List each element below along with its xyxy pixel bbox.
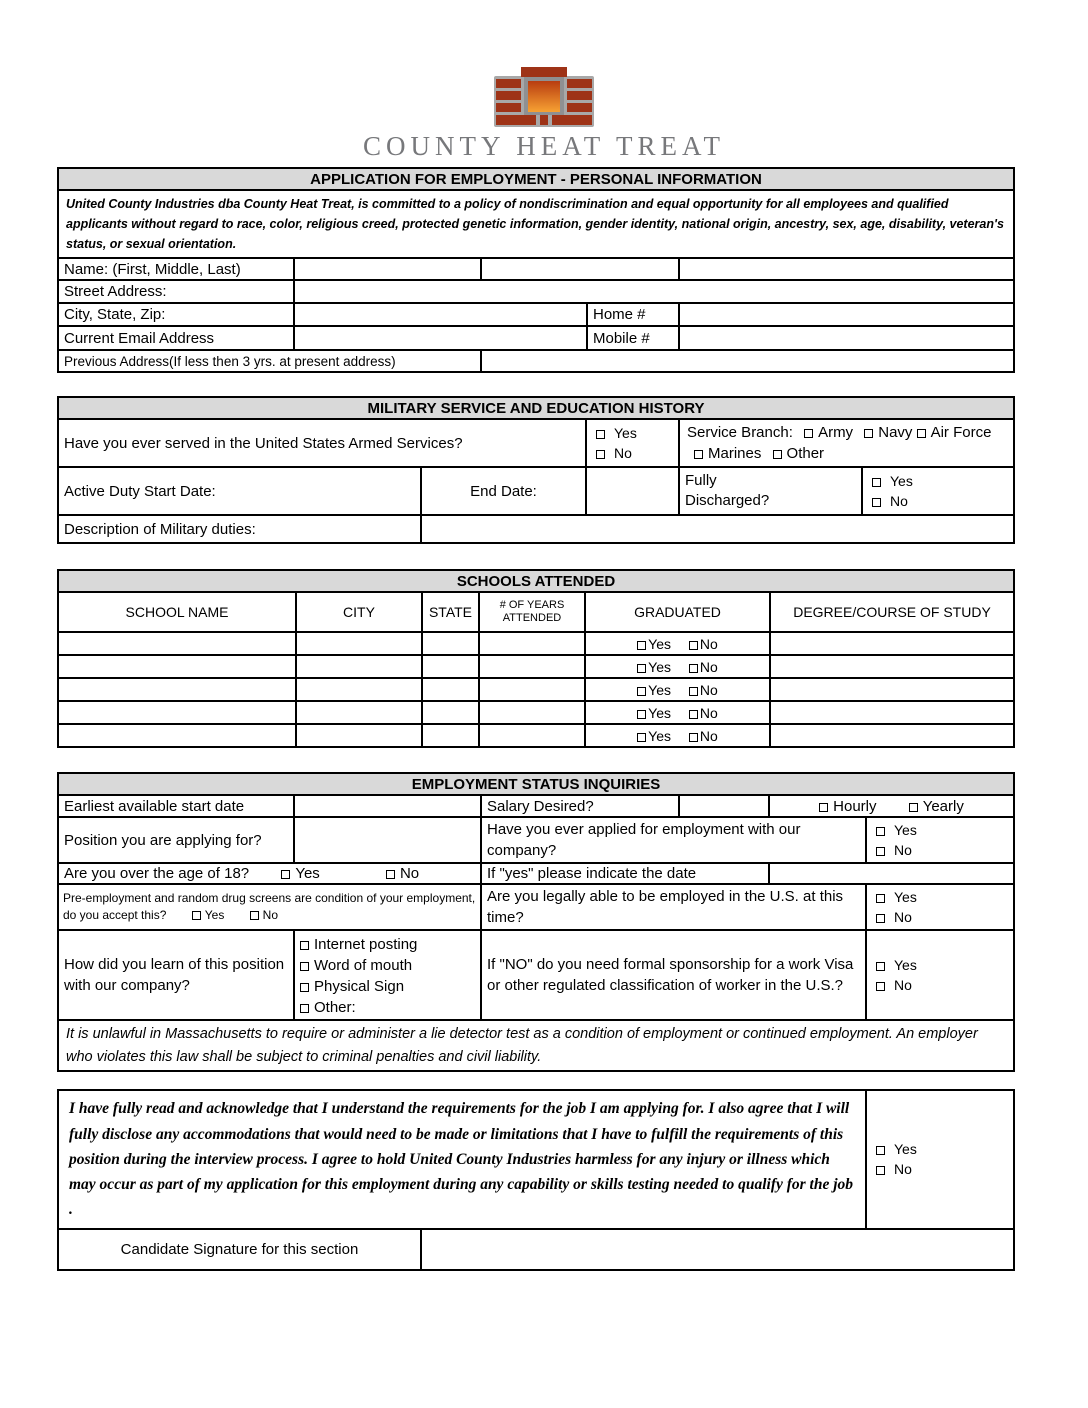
branch-navy-label: Navy: [878, 424, 913, 442]
acknowledgment-text: I have fully read and acknowledge that I understand the requirements for the job I am applying for. I also agree that I will fully disclose any accommodations that would need to be made or limitations that I have to fulfill the requirements of this position during the interview process. I agree to hold United County Industries harmless for any injury or illness which may occur as part of my application for this employment during any capability or skills testing needed to qualify for the job .: [58, 1090, 866, 1228]
employment-section-header: EMPLOYMENT STATUS INQUIRIES: [58, 773, 1014, 795]
drug-yes-checkbox[interactable]: [192, 911, 201, 920]
served-no-label: No: [614, 445, 632, 462]
email-label: Current Email Address: [58, 326, 294, 350]
signature-field[interactable]: [421, 1229, 1014, 1270]
schools-section-header: SCHOOLS ATTENDED: [58, 570, 1014, 592]
acknowledgment-yes-checkbox[interactable]: [876, 1146, 885, 1155]
age-yes-checkbox[interactable]: [281, 870, 290, 879]
school-1-name-field[interactable]: [58, 632, 296, 655]
school-1-years-field[interactable]: [479, 632, 585, 655]
school-3-city-field[interactable]: [296, 678, 422, 701]
employment-status-table: [57, 772, 1015, 1072]
branch-marines-checkbox[interactable]: [694, 450, 703, 459]
learn-other-checkbox[interactable]: [300, 1004, 309, 1013]
military-section-header: MILITARY SERVICE AND EDUCATION HISTORY: [58, 397, 1014, 419]
yearly-label: Yearly: [922, 797, 964, 815]
age-question-cell: Are you over the age of 18? Yes No: [58, 863, 481, 884]
learn-word-of-mouth-label: Word of mouth: [314, 957, 413, 975]
school-2-state-field[interactable]: [422, 655, 479, 678]
school-2-name-field[interactable]: [58, 655, 296, 678]
school-5-state-field[interactable]: [422, 724, 479, 747]
fully-discharged-label: Fully Discharged?: [679, 467, 862, 515]
school-4-degree-field[interactable]: [770, 701, 1014, 724]
hourly-label: Hourly: [833, 797, 877, 815]
start-date-field[interactable]: [294, 795, 481, 817]
school-4-graduated-yes-checkbox[interactable]: [637, 710, 646, 719]
legal-yes-checkbox[interactable]: [876, 894, 885, 903]
learn-physical-sign-label: Physical Sign: [314, 978, 405, 996]
served-no-checkbox[interactable]: [596, 450, 605, 459]
email-field[interactable]: [294, 326, 587, 350]
discharged-yes-label: Yes: [890, 473, 913, 490]
school-3-graduated-cell: Yes No: [585, 678, 770, 701]
military-duties-label: Description of Military duties:: [58, 515, 421, 543]
furnace-logo-icon: [488, 66, 600, 130]
school-5-graduated-no-checkbox[interactable]: [689, 733, 698, 742]
learn-physical-sign-checkbox[interactable]: [300, 983, 309, 992]
applied-no-checkbox[interactable]: [876, 847, 885, 856]
school-row-1: [58, 632, 1014, 655]
sponsorship-yes-no-cell: Yes No: [866, 930, 1014, 1020]
home-phone-field[interactable]: [679, 303, 1014, 326]
school-3-degree-field[interactable]: [770, 678, 1014, 701]
school-5-name-field[interactable]: [58, 724, 296, 747]
branch-other-checkbox[interactable]: [773, 450, 782, 459]
branch-other-label: Other: [786, 445, 825, 463]
salary-desired-label: Salary Desired?: [481, 795, 679, 817]
discharged-no-label: No: [890, 493, 908, 510]
school-5-graduated-cell: Yes No: [585, 724, 770, 747]
age-question-label: Are you over the age of 18?: [64, 865, 250, 883]
column-header-city: CITY: [296, 592, 422, 632]
schools-attended-table: [57, 569, 1015, 748]
previous-address-field[interactable]: [481, 350, 1014, 372]
branch-marines-label: Marines: [708, 445, 762, 463]
previous-address-label: Previous Address(If less then 3 yrs. at present address): [58, 350, 481, 372]
school-2-city-field[interactable]: [296, 655, 422, 678]
learn-question-label: How did you learn of this position with our company?: [58, 930, 294, 1020]
school-4-graduated-no-checkbox[interactable]: [689, 710, 698, 719]
school-4-years-field[interactable]: [479, 701, 585, 724]
mobile-phone-field[interactable]: [679, 326, 1014, 350]
school-1-state-field[interactable]: [422, 632, 479, 655]
school-1-graduated-cell: Yes No: [585, 632, 770, 655]
school-1-city-field[interactable]: [296, 632, 422, 655]
sponsorship-yes-checkbox[interactable]: [876, 962, 885, 971]
school-1-graduated-yes-checkbox[interactable]: [637, 641, 646, 650]
legal-question-label: Are you legally able to be employed in the U.S. at this time?: [481, 884, 866, 930]
branch-navy-checkbox[interactable]: [864, 429, 873, 438]
school-3-years-field[interactable]: [479, 678, 585, 701]
position-field[interactable]: [294, 817, 481, 863]
applied-date-label: If "yes" please indicate the date: [481, 863, 769, 884]
school-row-2: [58, 655, 1014, 678]
learn-internet-label: Internet posting: [314, 936, 418, 954]
school-5-years-field[interactable]: [479, 724, 585, 747]
branch-air-force-label: Air Force: [930, 424, 992, 442]
school-1-degree-field[interactable]: [770, 632, 1014, 655]
served-question-label: Have you ever served in the United States Armed Services?: [58, 419, 586, 467]
personal-information-table: [57, 167, 1015, 373]
company-logo: [0, 0, 1088, 160]
home-phone-label: Home #: [587, 303, 679, 326]
last-name-field[interactable]: [679, 258, 1014, 280]
served-yes-no-cell: [586, 419, 679, 467]
drug-screen-question-cell: Pre-employment and random drug screens are condition of your employment, do you accept this? Yes No: [58, 884, 481, 930]
school-3-graduated-yes-checkbox[interactable]: [637, 687, 646, 696]
school-2-graduated-yes-checkbox[interactable]: [637, 664, 646, 673]
sponsorship-question-label: If "NO" do you need formal sponsorship for a work Visa or other regulated classification of worker in the U.S.?: [481, 930, 866, 1020]
street-address-label: Street Address:: [58, 280, 294, 303]
branch-army-checkbox[interactable]: [804, 429, 813, 438]
salary-type-cell: [769, 795, 1014, 817]
city-state-zip-label: City, State, Zip:: [58, 303, 294, 326]
branch-army-label: Army: [818, 424, 854, 442]
school-4-name-field[interactable]: [58, 701, 296, 724]
school-3-name-field[interactable]: [58, 678, 296, 701]
school-3-state-field[interactable]: [422, 678, 479, 701]
acknowledgment-no-checkbox[interactable]: [876, 1166, 885, 1175]
school-5-city-field[interactable]: [296, 724, 422, 747]
position-label: Position you are applying for?: [58, 817, 294, 863]
learn-other-label: Other:: [314, 999, 356, 1017]
name-label: Name: (First, Middle, Last): [58, 258, 294, 280]
school-2-graduated-no-checkbox[interactable]: [689, 664, 698, 673]
military-duties-field[interactable]: [421, 515, 1014, 543]
school-4-city-field[interactable]: [296, 701, 422, 724]
lie-detector-notice: It is unlawful in Massachusetts to require or administer a lie detector test as a condition of employment or continued employment. An employer who violates this law shall be subject to criminal penalties and civil liability.: [58, 1020, 1014, 1071]
drug-no-checkbox[interactable]: [250, 911, 259, 920]
end-date-field[interactable]: [586, 467, 679, 515]
discharged-no-checkbox[interactable]: [872, 498, 881, 507]
applied-date-field[interactable]: [769, 863, 1014, 884]
legal-yes-no-cell: Yes No: [866, 884, 1014, 930]
school-1-graduated-no-checkbox[interactable]: [689, 641, 698, 650]
salary-desired-field[interactable]: [679, 795, 769, 817]
mobile-phone-label: Mobile #: [587, 326, 679, 350]
end-date-label: End Date:: [421, 467, 586, 515]
column-header-graduated: GRADUATED: [585, 592, 770, 632]
nondiscrimination-policy-text: United County Industries dba County Heat Treat, is committed to a policy of nondiscrimination and equal opportunity for all employees and qualified applicants without regard to race, color, religious creed, protected genetic information, gender identity, national origin, ancestry, sex, age, disability, veteran's status, or sexual orientation.: [58, 190, 1014, 258]
military-service-table: [57, 396, 1015, 544]
branch-air-force-checkbox[interactable]: [917, 429, 926, 438]
learn-options-cell: [294, 930, 481, 1020]
discharged-yes-no-cell: [862, 467, 1014, 515]
city-state-zip-field[interactable]: [294, 303, 587, 326]
column-header-years-attended: # OF YEARS ATTENDED: [479, 592, 585, 632]
school-4-graduated-cell: Yes No: [585, 701, 770, 724]
learn-word-of-mouth-checkbox[interactable]: [300, 962, 309, 971]
column-header-state: STATE: [422, 592, 479, 632]
school-3-graduated-no-checkbox[interactable]: [689, 687, 698, 696]
sponsorship-no-checkbox[interactable]: [876, 982, 885, 991]
applied-yes-checkbox[interactable]: [876, 827, 885, 836]
school-row-5: [58, 724, 1014, 747]
age-no-checkbox[interactable]: [386, 870, 395, 879]
hourly-checkbox[interactable]: [819, 803, 828, 812]
school-2-graduated-cell: Yes No: [585, 655, 770, 678]
active-duty-start-label: Active Duty Start Date:: [58, 467, 421, 515]
service-branch-label: Service Branch:: [687, 424, 793, 442]
school-5-graduated-yes-checkbox[interactable]: [637, 733, 646, 742]
served-yes-label: Yes: [614, 425, 637, 442]
school-row-3: [58, 678, 1014, 701]
street-address-field[interactable]: [294, 280, 1014, 303]
legal-no-checkbox[interactable]: [876, 914, 885, 923]
school-4-state-field[interactable]: [422, 701, 479, 724]
school-5-degree-field[interactable]: [770, 724, 1014, 747]
applied-before-question: Have you ever applied for employment with our company?: [481, 817, 866, 863]
service-branch-cell: [679, 419, 1014, 467]
applied-yes-no-cell: Yes No: [866, 817, 1014, 863]
learn-internet-checkbox[interactable]: [300, 941, 309, 950]
personal-section-header: APPLICATION FOR EMPLOYMENT - PERSONAL INFORMATION: [58, 168, 1014, 190]
drug-screen-question-label: Pre-employment and random drug screens are condition of your employment, do you accept this?: [63, 890, 476, 923]
yearly-checkbox[interactable]: [909, 803, 918, 812]
served-yes-checkbox[interactable]: [596, 430, 605, 439]
school-row-4: [58, 701, 1014, 724]
school-2-degree-field[interactable]: [770, 655, 1014, 678]
school-2-years-field[interactable]: [479, 655, 585, 678]
signature-label: Candidate Signature for this section: [58, 1229, 421, 1270]
company-name: COUNTY HEAT TREAT: [362, 131, 725, 161]
acknowledgment-yes-no-cell: Yes No: [866, 1090, 1014, 1228]
start-date-label: Earliest available start date: [58, 795, 294, 817]
column-header-school-name: SCHOOL NAME: [58, 592, 296, 632]
acknowledgment-table: [57, 1089, 1015, 1270]
discharged-yes-checkbox[interactable]: [872, 478, 881, 487]
column-header-degree: DEGREE/COURSE OF STUDY: [770, 592, 1014, 632]
first-name-field[interactable]: [294, 258, 481, 280]
middle-name-field[interactable]: [481, 258, 679, 280]
